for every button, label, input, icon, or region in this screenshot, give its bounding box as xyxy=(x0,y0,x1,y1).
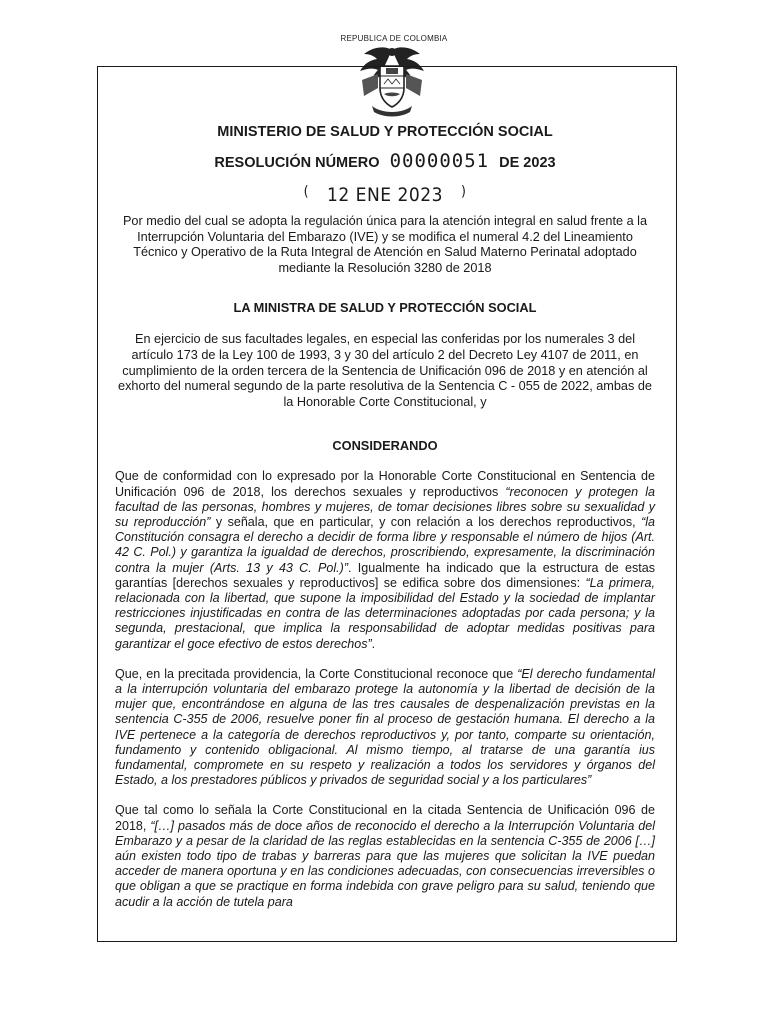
resolution-date: 12 ENE 2023 xyxy=(327,184,443,206)
paragraph-2 xyxy=(115,667,655,789)
p3-text-a: Que tal como lo señala la Corte Constitucional en la citada Sentencia de Unificación 096 de 2018, xyxy=(115,803,655,833)
date-line xyxy=(115,184,655,206)
p1-quote-b: “reconocen y protegen la facultad de las personas, hombres y mujeres, de tomar decisiones libres sobre su sexualidad y su reproducción” xyxy=(115,484,655,529)
ministry-title: MINISTERIO DE SALUD Y PROTECCIÓN SOCIAL xyxy=(217,124,553,140)
p1-text-g: . xyxy=(371,636,376,651)
authority-heading: LA MINISTRA DE SALUD Y PROTECCIÓN SOCIAL xyxy=(233,300,537,316)
p1-quote-f: “La primera, relacionada con la libertad, que supone la imposibilidad del Estado y la sociedad de implantar restricciones injustificadas en contra de las determinaciones adoptadas por cada persona; y la segunda, prestacional, que implica la responsabilidad de adoptar medidas positivas para garantizar el goce efectivo de estos derechos” xyxy=(115,575,655,651)
paragraph-1 xyxy=(115,469,655,651)
p1-quote-d: “la Constitución consagra el derecho a decidir de forma libre y responsable el número de hijos (Art. 42 C. Pol.) y garantiza la igualdad de derechos, proscribiendo, expresamente, la discriminación contra la mujer (Arts. 13 y 43 C. Pol.)” xyxy=(115,514,656,575)
resolution-label: RESOLUCIÓN NÚMERO xyxy=(214,155,380,171)
p2-text-a: Que, en la precitada providencia, la Corte Constitucional reconoce que xyxy=(115,666,518,681)
resolution-number: 00000051 xyxy=(389,150,490,172)
paragraph-3 xyxy=(115,803,655,909)
resolution-line xyxy=(115,150,655,172)
p2-quote-b: “El derecho fundamental a la interrupción voluntaria del embarazo protege la autonomía y la libertad de decisión de la mujer que, encontrándose en alguna de las tres causales de despenalización previstas en la sentencia C-355 de 2006, resuelve poner fin al proceso de gestación humana. El derecho a la IVE pertenece a la categoría de derechos reproductivos y, por tanto, comparte su orientación, fundamento y contenido obligacional. Al mismo tiempo, al tratarse de una garantía ius fundamental, compromete en su respeto y realización a todos los servidores y órganos del Estado, a los prestadores públicos y privados de seguridad social y a los particulares” xyxy=(115,666,655,788)
republic-label: REPUBLICA DE COLOMBIA xyxy=(340,34,448,43)
considering-heading: CONSIDERANDO xyxy=(332,438,438,454)
date-paren-open: ( xyxy=(303,184,309,200)
p3-quote-b: “[…] pasados más de doce años de reconocido el derecho a la Interrupción Voluntaria del Embarazo y a pesar de la claridad de las reglas establecidas en la sentencia C-355 de 2006 […] aún existen todo tipo de trabas y barreras para que las mujeres que solicitan la IVE puedan acceder de manera oportuna y en las condiciones adecuadas, con consecuencias irreversibles o que obligan a que se practique en forma indebida con grave peligro para su salud, teniendo que acudir a la acción de tutela para xyxy=(115,818,655,909)
resolution-summary: Por medio del cual se adopta la regulación única para la atención integral en salud frente a la Interrupción Voluntaria del Embarazo (IVE) y se modifica el numeral 4.2 del Lineamiento Técnico y Operativo de la Ruta Integral de Atención en Salud Materno Perinatal adoptado mediante la Resolución 3280 de 2018 xyxy=(122,214,648,275)
resolution-year: DE 2023 xyxy=(499,155,556,171)
date-paren-close: ) xyxy=(460,184,467,200)
p1-text-e: . Igualmente ha indicado que la estructura de estas garantías [derechos sexuales y reproductivos] se edifica sobre dos dimensiones: xyxy=(115,560,655,590)
document-body xyxy=(115,124,655,910)
p1-text-a: Que de conformidad con lo expresado por la Honorable Corte Constitucional en Sentencia de Unificación 096 de 2018, los derechos sexuales y reproductivos xyxy=(115,469,655,499)
p1-text-c: y señala, que en particular, y con relación a los derechos reproductivos, xyxy=(210,514,642,529)
intro-paragraph: En ejercicio de sus facultades legales, en especial las conferidas por los numerales 3 del artículo 173 de la Ley 100 de 1993, 3 y 30 del artículo 2 del Decreto Ley 4107 de 2011, en cumplimiento de la orden tercera de la Sentencia de Unificación 096 de 2018 y en atención al exhorto del numeral segundo de la parte resolutiva de la Sentencia C - 055 de 2022, ambas de la Honorable Corte Constitucional, y xyxy=(118,332,652,409)
